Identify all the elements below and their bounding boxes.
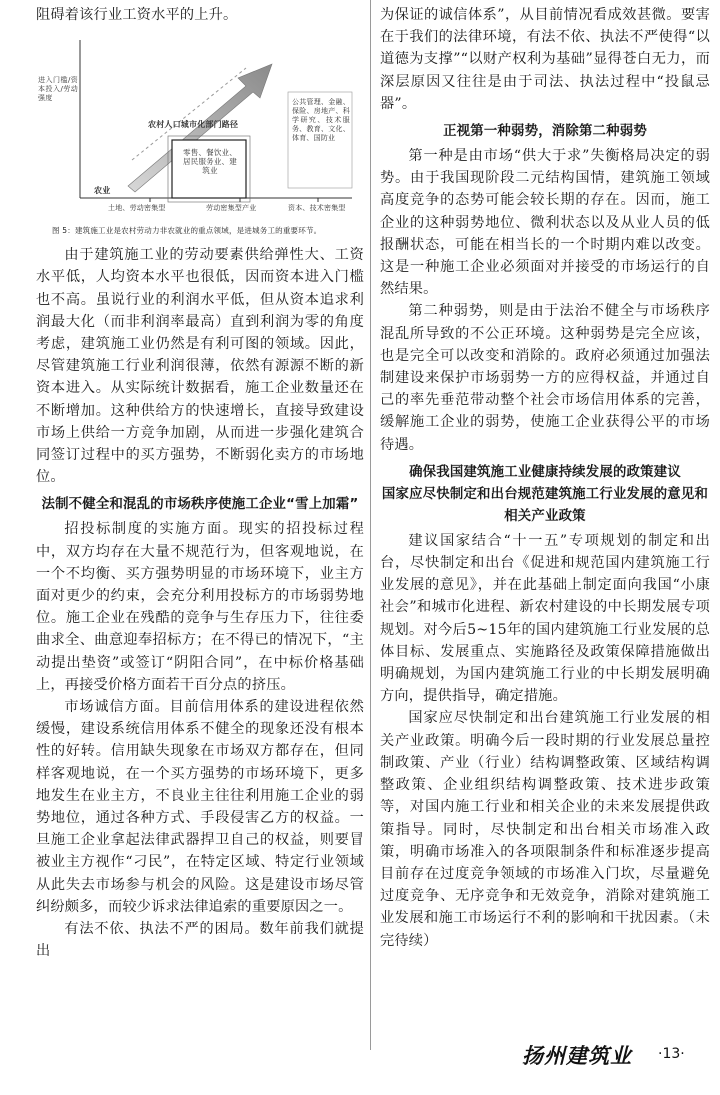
paragraph: 建议国家结合“十一五”专项规划的制定和出台，尽快制定和出台《促进和规范国内建筑施工行业发展的意见》，并在此基础上制定面向我国“小康社会”和城市化进程、新农村建设的中长期发展专项规划。对今后5~15年的国内建筑施工行业发展的总体目标、发展重点、实施路径及政策保障措施做出明确规划，为国内建筑施工行业的中长期发展明确方向，提供指导，确定措施。 xyxy=(380,532,710,705)
paragraph: 市场诚信方面。目前信用体系的建设进程依然缓慢，建设系统信用体系不健全的现象还没有根本性的好转。信用缺失现象在市场双方都存在，但同样客观地说，在一个买方强势的市场环境下，更多地发生在业主方，不良业主往往利用施工企业的弱势地位，通过各种方式、手段侵害乙方的权益。一旦施工企业拿起法律武器捍卫自己的权益，则要冒被业主方视作“刁民”，在特定区域、特定行业领域从此失去市场参与机会的风险。这是建设市场尽管纠纷颇多，而较少诉求法律追索的重要原因之一。 xyxy=(36,699,364,915)
figure-path-label: 农村人口城市化部门路径 xyxy=(148,120,239,130)
paragraph: 为保证的诚信体系”，从目前情况看成效甚微。要害在于我们的法律环境，有法不依、执法不严使得“以道德为支撑”“以财产权利为基础”显得苍白无力，而深层原因又往往是由于司法、执法过程中“投鼠忌器”。 xyxy=(380,7,710,112)
paragraph: 第一种是由市场“供大于求”失衡格局决定的弱势。由于我国现阶段二元结构国情，建筑施工领域高度竞争的态势可能会较长期的存在。因而，施工企业的这种弱势地位、微利状态以及从业人员的低报酬状态，可能在相当长的一个时期内难以改变。这是一种施工企业必须面对并接受的市场运行的自然结果。 xyxy=(380,148,710,298)
figure-5 xyxy=(36,34,364,234)
paragraph: 招投标制度的实施方面。现实的招投标过程中，双方均存在大量不规范行为，但客观地说，在一个不均衡、买方强势明显的市场环境下，业主方面对更少的约束，会充分利用投标方的市场弱势地位。施工企业在残酷的竞争与生存压力下，往往委曲求全、曲意迎奉招标方；在不得已的情况下，“主动提出垫资”或签订“阴阳合同”，在中标价格基础上，再接受价格方面若干百分点的挤压。 xyxy=(36,521,364,693)
figure-x-label-3: 资本、技术密集型 xyxy=(288,204,346,213)
figure-agriculture-label: 农业 xyxy=(94,186,111,196)
intro-line: 阻碍着该行业工资水平的上升。 xyxy=(36,7,238,23)
paragraph: 国家应尽快制定和出台建筑施工行业发展的相关产业政策。明确今后一段时期的行业发展总量控制政策、产业（行业）结构调整政策、区域结构调整政策、企业组织结构调整政策、技术进步政策等，对国内施工行业和相关企业的未来发展提供政策指导。同时，尽快制定和出台相关市场准入政策，明确市场准入的各项限制条件和标准逐步提高目前存在过度竞争领域的市场准入门坎，尽量避免过度竞争、无序竞争和无效竞争，消除对建筑施工业发展和施工市场运行不利的影响和干扰因素。（未完待续） xyxy=(380,710,710,949)
figure-x-label-2: 劳动密集型产业 xyxy=(206,204,257,213)
paragraph: 有法不依、执法不严的困局。数年前我们就提出 xyxy=(36,921,364,960)
section-heading: 正视第一种弱势，消除第二种弱势 xyxy=(443,124,647,140)
section-heading: 法制不健全和混乱的市场秩序使施工企业“雪上加霜” xyxy=(41,497,359,513)
sub-heading: 国家应尽快制定和出台规范建筑施工行业发展的意见和相关产业政策 xyxy=(381,486,709,524)
column-divider xyxy=(370,0,371,1050)
figure-x-label-1: 土地、劳动密集型 xyxy=(108,204,166,213)
figure-caption: 图 5：建筑施工业是农村劳动力非农就业的重点领域，是进城务工的重要环节。 xyxy=(52,226,322,236)
section-heading: 确保我国建筑施工业健康持续发展的政策建议 xyxy=(409,464,681,480)
figure-box-label: 零售、餐饮业、居民服务业、建筑业 xyxy=(183,148,237,176)
page-number: ·13· xyxy=(658,1046,685,1062)
paragraph: 由于建筑施工业的劳动要素供给弹性大、工资水平低，人均资本水平也很低，因而资本进入门槛也不高。虽说行业的利润水平低，但从资本追求利润最大化（而非利润率最高）直到利润为零的角度考虑，建筑施工业仍然是有利可图的领域。因此，尽管建筑施工行业利润很薄，依然有源源不断的新资本进入。从实际统计数据看，施工企业数量还在不断增加。这种供给方的快速增长，直接导致建设市场上供给一方竞争加剧，从而进一步强化建筑合同签订过程中的买方强势，不断弱化卖方的市场地位。 xyxy=(36,247,364,486)
left-column xyxy=(36,4,364,963)
right-column xyxy=(380,4,710,952)
figure-right-label: 公共管理、金融、保险、房地产、科学研究、技术服务、教育、文化、体育、国防业 xyxy=(292,98,350,143)
figure-y-axis-label: 进入门槛/资本投入/劳动强度 xyxy=(38,76,78,103)
paragraph: 第二种弱势，则是由于法治不健全与市场秩序混乱所导致的不公正环境。这种弱势是完全应该，也是完全可以改变和消除的。政府必须通过加强法制建设来保护市场弱势一方的应得权益，并通过自己的率先垂范带动整个社会市场信用体系的完善，缓解施工企业的弱势，使施工企业获得公平的市场待遇。 xyxy=(380,303,710,453)
publication-brand: 扬州建筑业 xyxy=(522,1043,632,1068)
